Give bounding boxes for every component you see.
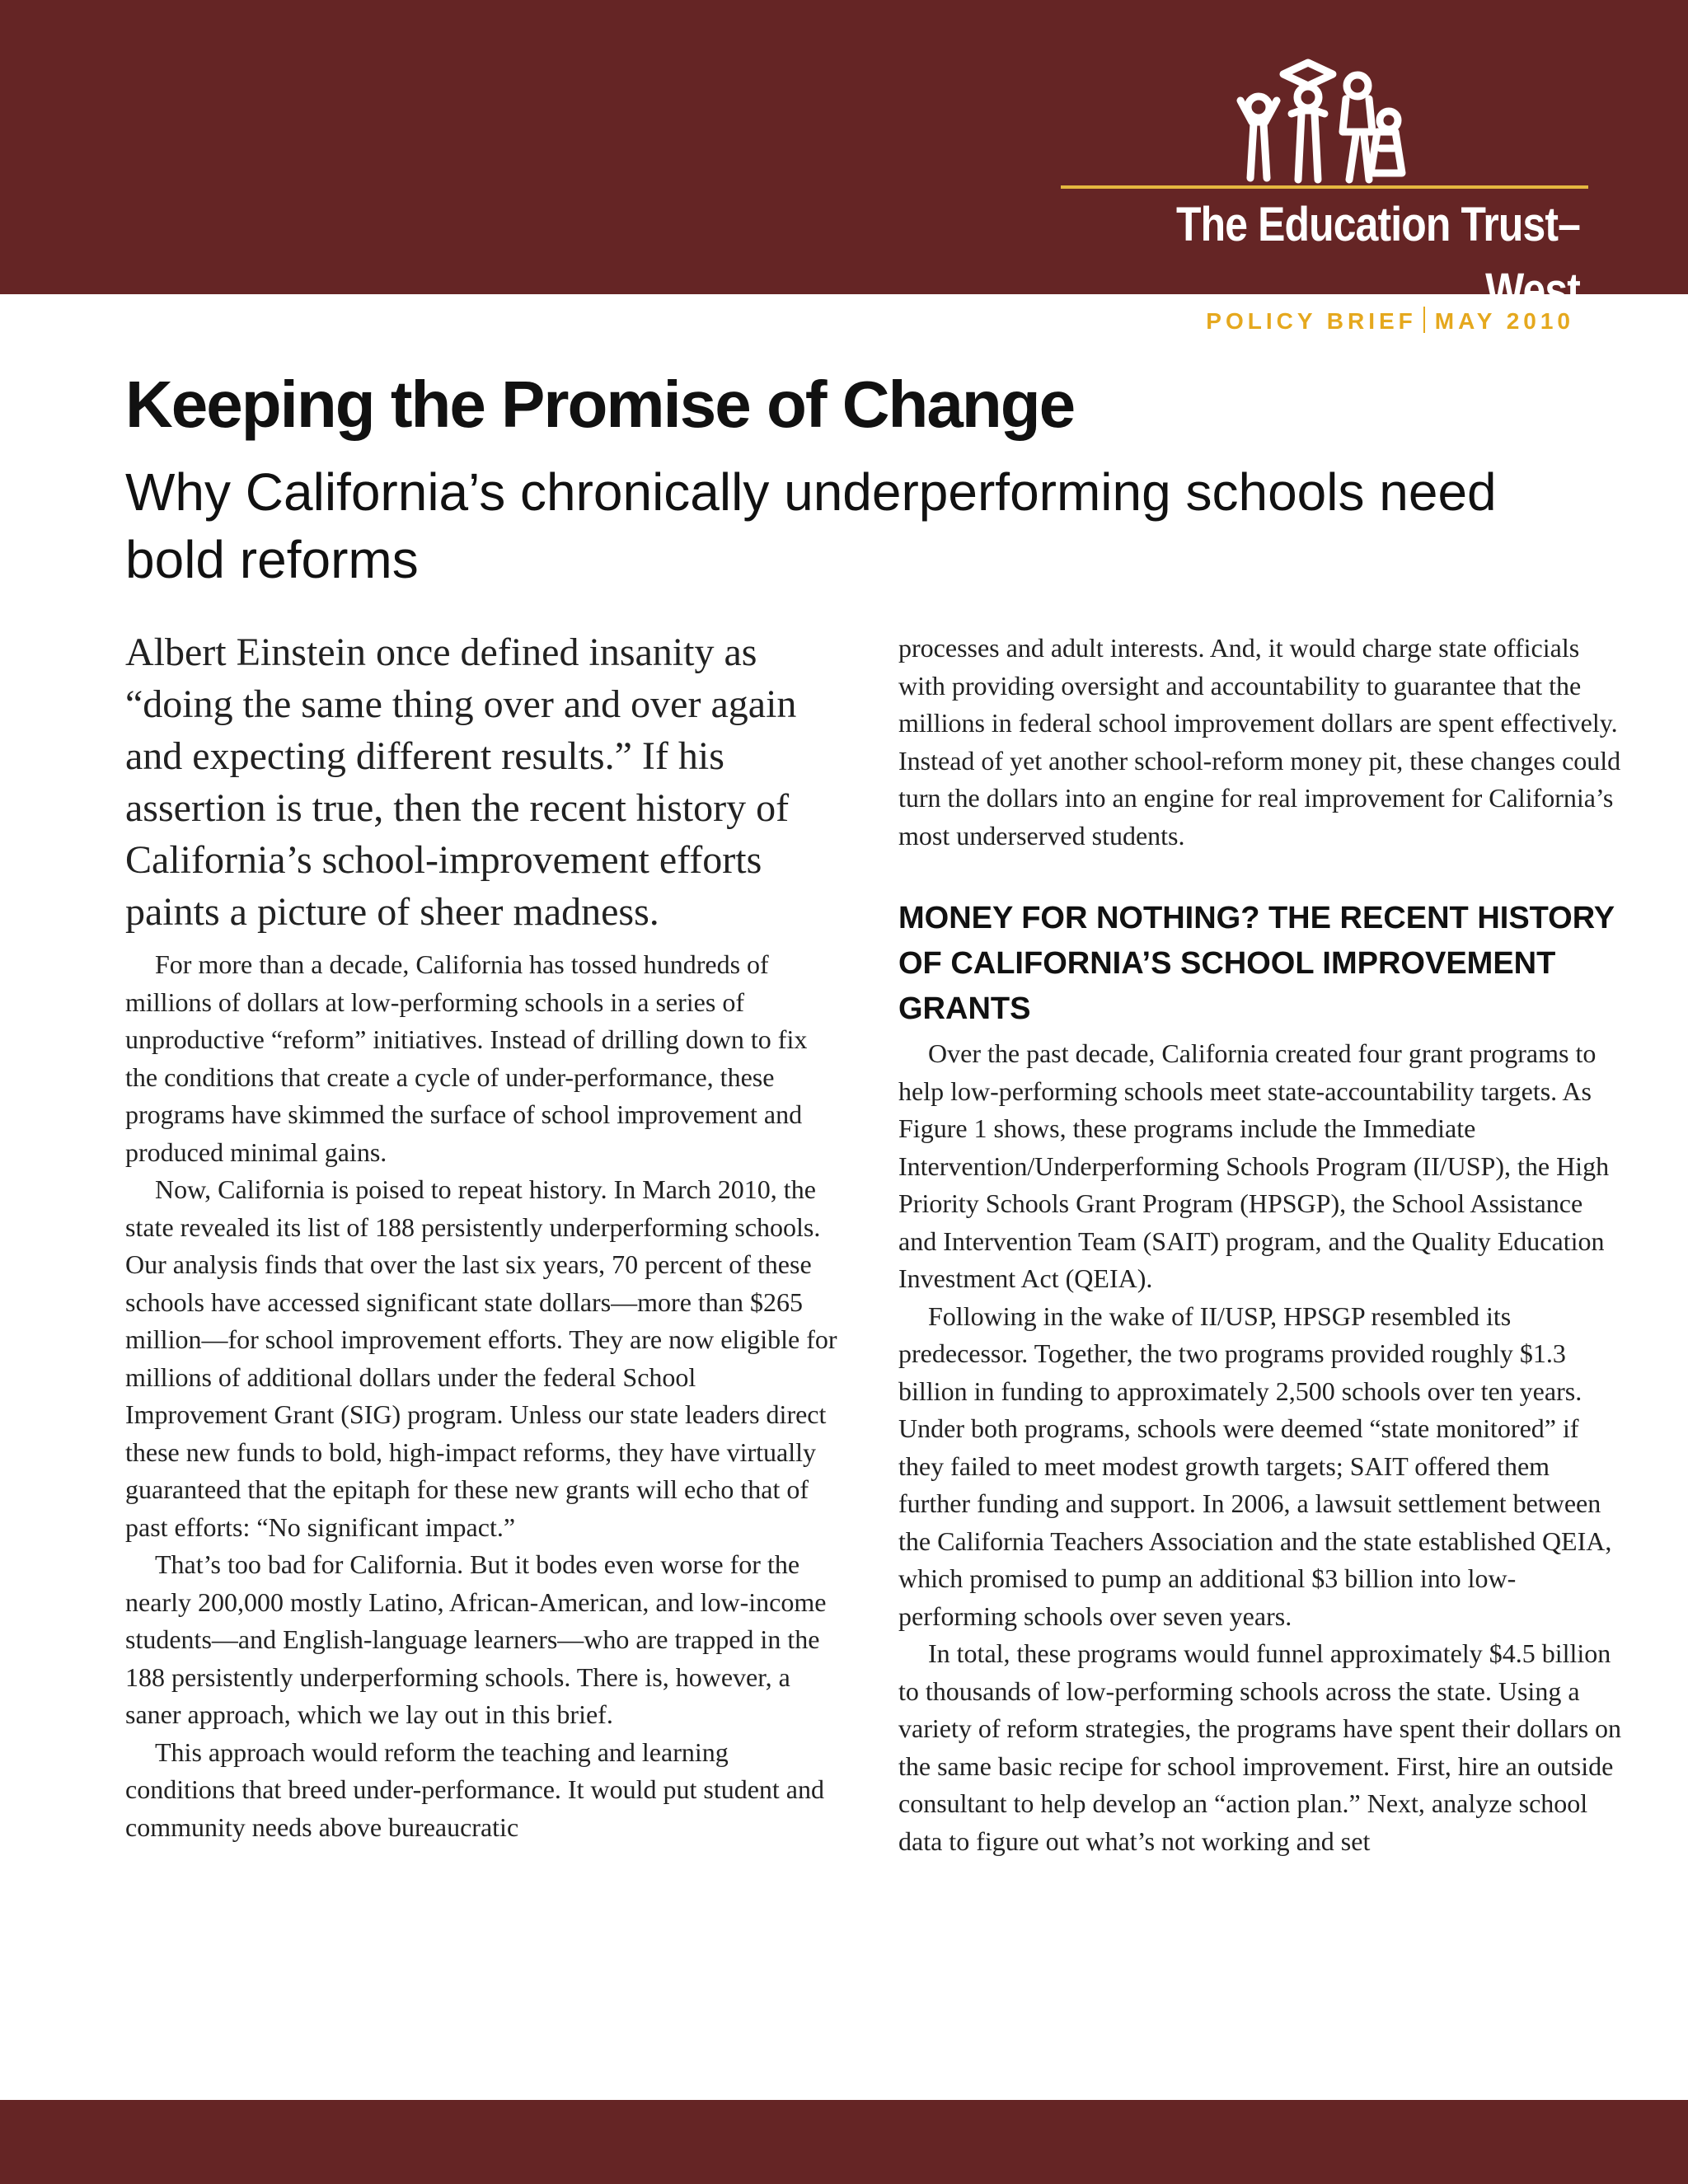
body-paragraph: Now, California is poised to repeat history. In March 2010, the state revealed its list of 188 persistently underperforming schools. Our analysis finds that over the last six years, 70 percent of these schools have accessed significant state dollars—more than $265 million—for school improvement efforts. They are now eligible for millions of additional dollars under the federal School Improvement Grant (SIG) program. Unless our state leaders direct these new funds to bold, high-impact reforms, they have virtually guaranteed that the epitaph for these new grants will echo that of past efforts: “No significant impact.” <box>125 1174 837 1542</box>
logo-rule <box>1061 185 1588 189</box>
org-name: The Education Trust–West <box>1176 198 1580 317</box>
page-subtitle: Why California’s chronically underperforming schools need bold reforms <box>125 462 1497 589</box>
body-paragraph: In total, these programs would funnel approximately $4.5 billion to thousands of low-performing schools across the state. Using a variety of reform strategies, the programs have spent their dollars on the same basic recipe for school improvement. First, hire an outside consultant to help develop an “action plan.” Next, analyze school data to figure out what’s not working and set <box>898 1638 1622 1856</box>
lede-paragraph: Albert Einstein once defined insanity as “doing the same thing over and over again and expecting different results.” If his assertion is true, then the recent history of California’s school-improvement efforts paints a picture of sheer madness. <box>125 630 797 934</box>
brief-label: POLICY BRIEF <box>1206 308 1417 334</box>
body-paragraph: Over the past decade, California created four grant programs to help low-performing schools meet state-accountability targets. As Figure 1 shows, these programs include the Immediate Intervention/Underperforming Schools Program (II/USP), the High Priority Schools Grant Program (HPSGP), the School Assistance and Intervention Team (SAIT) program, and the Quality Education Investment Act (QEIA). <box>898 1038 1610 1293</box>
header-band <box>0 0 1688 317</box>
brief-label-line <box>1206 305 1574 338</box>
section-heading: MONEY FOR NOTHING? THE RECENT HISTORY OF CALIFORNIA’S SCHOOL IMPROVEMENT GRANTS <box>898 901 1615 1026</box>
brief-separator <box>1423 307 1425 333</box>
page-title: Keeping the Promise of Change <box>125 368 1075 441</box>
brief-date: MAY 2010 <box>1434 308 1574 334</box>
right-column <box>898 630 1624 1860</box>
continued-paragraph: processes and adult interests. And, it would charge state officials with providing oversight and accountability to guarantee that the millions in federal school improvement dollars are spent effectively. Instead of yet another school-reform money pit, these changes could turn the dollars into an engine for real improvement for California’s most underserved students. <box>898 633 1621 851</box>
left-column <box>125 626 842 1846</box>
logo-figures-icon <box>1232 56 1409 188</box>
body-paragraph: That’s too bad for California. But it bodes even worse for the nearly 200,000 mostly Latino, African-American, and low-income students—and English-language learners—who are trapped in the 188 persistently underperforming schools. There is, however, a saner approach, which we lay out in this brief. <box>125 1549 827 1729</box>
footer-band <box>0 2100 1688 2184</box>
body-paragraph: Following in the wake of II/USP, HPSGP resembled its predecessor. Together, the two programs provided roughly $1.3 billion in funding to approximately 2,500 schools over ten years. Under both programs, schools were deemed “state monitored” if they failed to meet modest growth targets; SAIT offered them further funding and support. In 2006, a lawsuit settlement between the California Teachers Association and the state established QEIA, which promised to pump an additional $3 billion into low-performing schools over seven years. <box>898 1301 1612 1631</box>
body-paragraph: For more than a decade, California has tossed hundreds of millions of dollars at low-performing schools in a series of unproductive “reform” initiatives. Instead of drilling down to fix the conditions that create a cycle of under-performance, these programs have skimmed the surface of school improvement and produced minimal gains. <box>125 949 808 1167</box>
body-paragraph: This approach would reform the teaching and learning conditions that breed under-performance. It would put student and community needs above bureaucratic <box>125 1736 824 1842</box>
